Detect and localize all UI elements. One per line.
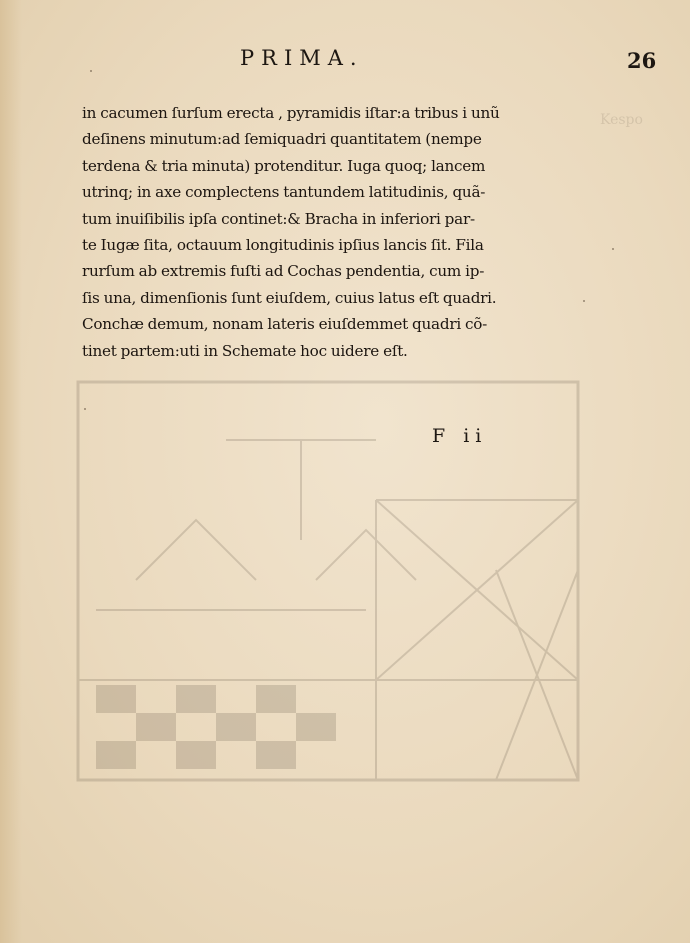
paper-speck	[583, 300, 585, 302]
paper-speck	[84, 408, 86, 410]
text-line: te Iugæ ſita, octauum longitudinis ipſius lancis ſit. Fila	[82, 235, 484, 254]
show-through-text: Kespo	[600, 112, 643, 128]
text-line: deſinens minutum:ad ſemiquadri quantitatem (nempe	[82, 130, 482, 149]
text-line: rurſum ab extremis fuſti ad Cochas pendentia, cum ip-	[82, 262, 485, 281]
text-line: utrinq; in axe complectens tantundem latitudinis, quã-	[82, 183, 486, 202]
text-line: in cacumen ſurſum erecta , pyramidis iſtar:a tribus i unũ	[82, 104, 500, 122]
text-line: Conchæ demum, nonam lateris eiuſdemmet quadri cõ-	[82, 315, 488, 334]
paper-speck	[612, 248, 614, 250]
running-head: PRIMA.	[240, 46, 364, 70]
text-line: ſis una, dimenſionis ſunt eiuſdem, cuius latus eſt quadri.	[82, 288, 497, 307]
text-line: terdena & tria minuta) protenditur. Iuga quoq; lancem	[82, 156, 486, 175]
page-edge-shadow	[0, 0, 22, 943]
signature-mark: F ii	[432, 425, 488, 447]
text-line: tum inuiſibilis ipſa continet:& Bracha in inferiori par-	[82, 209, 475, 228]
page-number: 26	[627, 48, 657, 73]
paper-speck	[90, 70, 92, 72]
show-through-illustration	[76, 380, 580, 782]
text-line: tinet partem:uti in Schemate hoc uidere eſt.	[82, 341, 408, 360]
body-text	[82, 100, 612, 364]
